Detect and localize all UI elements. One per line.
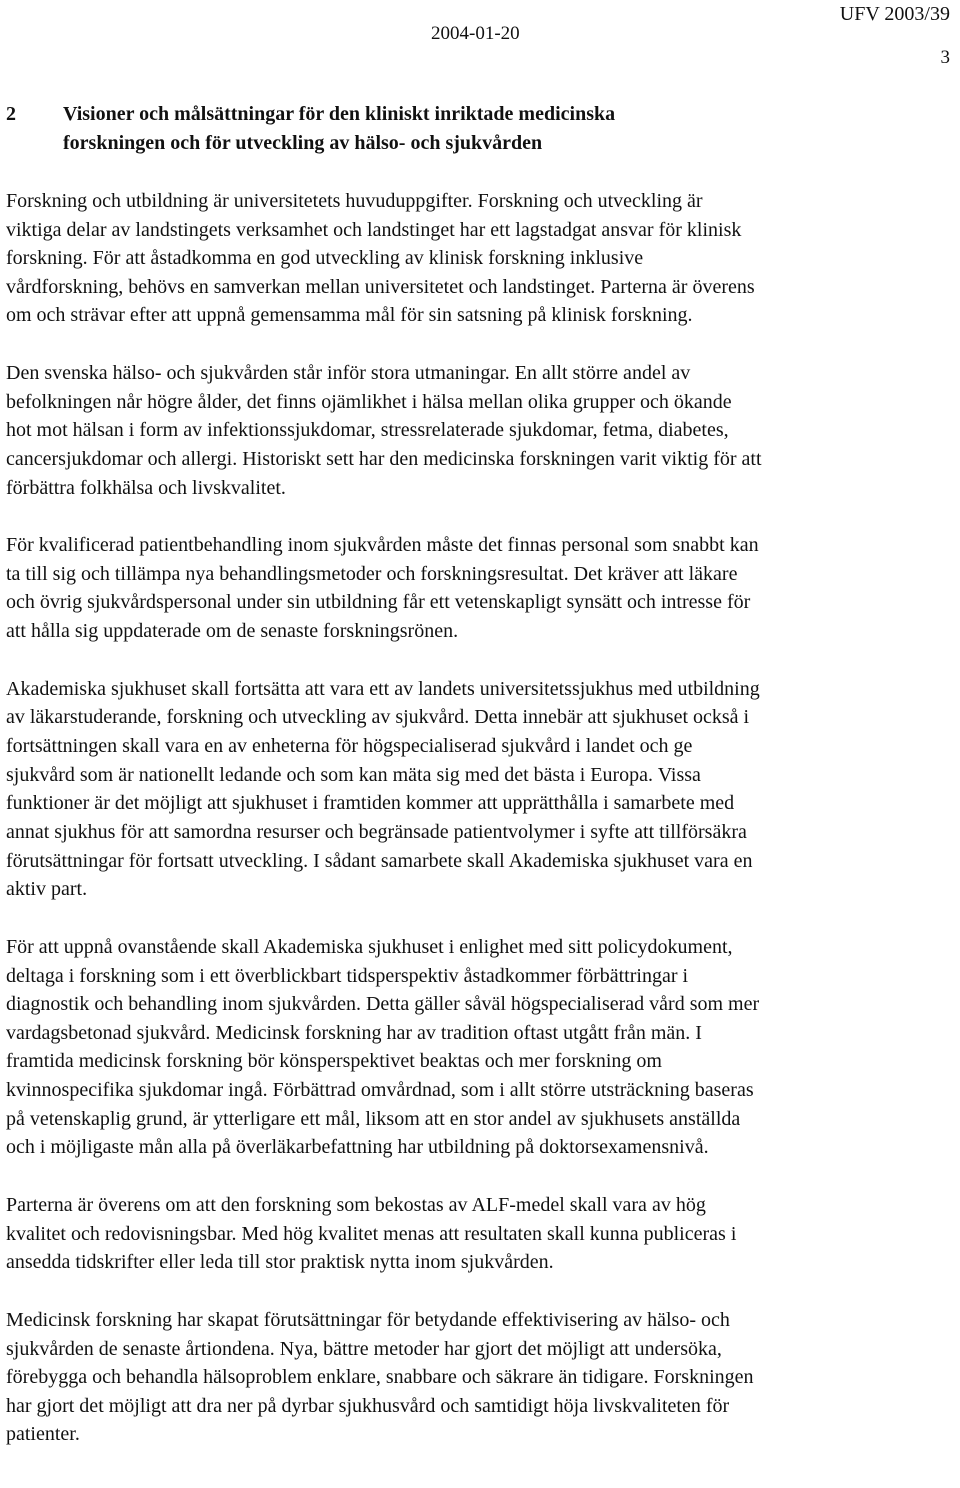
- paragraph-line: Parterna är överens om att den forskning som bekostas av ALF-medel skall vara av hög: [6, 1194, 706, 1216]
- paragraph-line: fortsättningen skall vara en av enheterna för högspecialiserad sjukvård i landet och ge: [6, 735, 693, 757]
- paragraph-line: Medicinsk forskning har skapat förutsättningar för betydande effektivisering av hälso- och: [6, 1309, 730, 1331]
- paragraph-line: patienter.: [6, 1423, 80, 1445]
- document-reference: UFV 2003/39: [839, 3, 950, 25]
- paragraph-line: och övrig sjukvårdspersonal under sin utbildning får ett vetenskapligt synsätt och intresse för: [6, 591, 751, 613]
- paragraph-line: diagnostik och behandling inom sjukvården. Detta gäller såväl högspecialiserad vård som mer: [6, 993, 760, 1015]
- paragraph-line: förutsättningar för fortsatt utveckling. I sådant samarbete skall Akademiska sjukhuset vara en: [6, 850, 753, 872]
- paragraph-line: på vetenskaplig grund, är ytterligare ett mål, liksom att en stor andel av sjukhusets anställda: [6, 1108, 741, 1130]
- section-number: 2: [6, 103, 16, 125]
- section-title-line: forskningen och för utveckling av hälso- och sjukvården: [63, 132, 543, 154]
- paragraph-line: har gjort det möjligt att dra ner på dyrbar sjukhusvård och samtidigt höja livskvaliteten för: [6, 1395, 730, 1417]
- section-title-line: Visioner och målsättningar för den kliniskt inriktade medicinska: [63, 103, 616, 125]
- paragraph-line: cancersjukdomar och allergi. Historiskt sett har den medicinska forskningen varit viktig för att: [6, 448, 762, 470]
- paragraph-line: kvalitet och redovisningsbar. Med hög kvalitet menas att resultaten skall kunna publiceras i: [6, 1223, 737, 1245]
- document-date: 2004-01-20: [431, 23, 520, 44]
- paragraph-line: ta till sig och tillämpa nya behandlingsmetoder och forskningsresultat. Det kräver att läkare: [6, 563, 738, 585]
- paragraph-line: vårdforskning, behövs en samverkan mellan universitetet och landstinget. Parterna är överens: [6, 276, 755, 298]
- paragraph-line: Forskning och utbildning är universitetets huvuduppgifter. Forskning och utveckling är: [6, 190, 703, 212]
- paragraph-line: annat sjukhus för att samordna resurser och begränsade patientvolymer i syfte att tillförsäkra: [6, 821, 747, 843]
- paragraph-line: förebygga och behandla hälsoproblem enklare, snabbare och säkrare än tidigare. Forskningen: [6, 1366, 754, 1388]
- paragraph-line: av läkarstuderande, forskning och utveckling av sjukvård. Detta innebär att sjukhuset också i: [6, 706, 750, 728]
- paragraph-line: att hålla sig uppdaterade om de senaste forskningsrönen.: [6, 620, 459, 642]
- paragraph-line: förbättra folkhälsa och livskvalitet.: [6, 477, 286, 499]
- paragraph-line: framtida medicinsk forskning bör könsperspektivet beaktas och mer forskning om: [6, 1050, 662, 1072]
- paragraph-line: För att uppnå ovanstående skall Akademiska sjukhuset i enlighet med sitt policydokument,: [6, 936, 733, 958]
- paragraph-line: aktiv part.: [6, 878, 88, 900]
- paragraph-line: kvinnospecifika sjukdomar ingå. Förbättrad omvårdnad, som i allt större utsträckning baseras: [6, 1079, 754, 1101]
- paragraph-line: forskning. För att åstadkomma en god utveckling av klinisk forskning inklusive: [6, 247, 644, 269]
- paragraph-line: deltaga i forskning som i ett överblickbart tidsperspektiv åstadkommer förbättringar i: [6, 965, 689, 987]
- paragraph-line: om och strävar efter att uppnå gemensamma mål för sin satsning på klinisk forskning.: [6, 304, 693, 326]
- paragraph-line: hot mot hälsan i form av infektionssjukdomar, stressrelaterade sjukdomar, fetma, diabetes,: [6, 419, 729, 441]
- paragraph-line: viktiga delar av landstingets verksamhet och landstinget har ett lagstadgat ansvar för klinisk: [6, 219, 742, 241]
- page-number: 3: [940, 47, 950, 68]
- paragraph-line: ansedda tidskrifter eller leda till stor praktisk nytta inom sjukvården.: [6, 1251, 554, 1273]
- paragraph-line: sjukvård som är nationellt ledande och som kan mäta sig med det bästa i Europa. Vissa: [6, 764, 701, 786]
- paragraph-line: Den svenska hälso- och sjukvården står inför stora utmaningar. En allt större andel av: [6, 362, 691, 384]
- paragraph-line: funktioner är det möjligt att sjukhuset i framtiden kommer att upprätthålla i samarbete med: [6, 792, 735, 814]
- paragraph-line: sjukvården de senaste årtiondena. Nya, bättre metoder har gjort det möjligt att undersöka,: [6, 1338, 722, 1360]
- paragraph-line: För kvalificerad patientbehandling inom sjukvården måste det finnas personal som snabbt kan: [6, 534, 759, 556]
- paragraph-line: vardagsbetonad sjukvård. Medicinsk forskning har av tradition oftast utgått från män. I: [6, 1022, 702, 1044]
- paragraph-line: befolkningen når högre ålder, det finns ojämlikhet i hälsa mellan olika grupper och ökande: [6, 391, 732, 413]
- paragraph-line: och i möjligaste mån alla på överläkarbefattning har utbildning på doktorsexamensnivå.: [6, 1136, 709, 1158]
- paragraph-line: Akademiska sjukhuset skall fortsätta att vara ett av landets universitetssjukhus med utbildning: [6, 678, 760, 700]
